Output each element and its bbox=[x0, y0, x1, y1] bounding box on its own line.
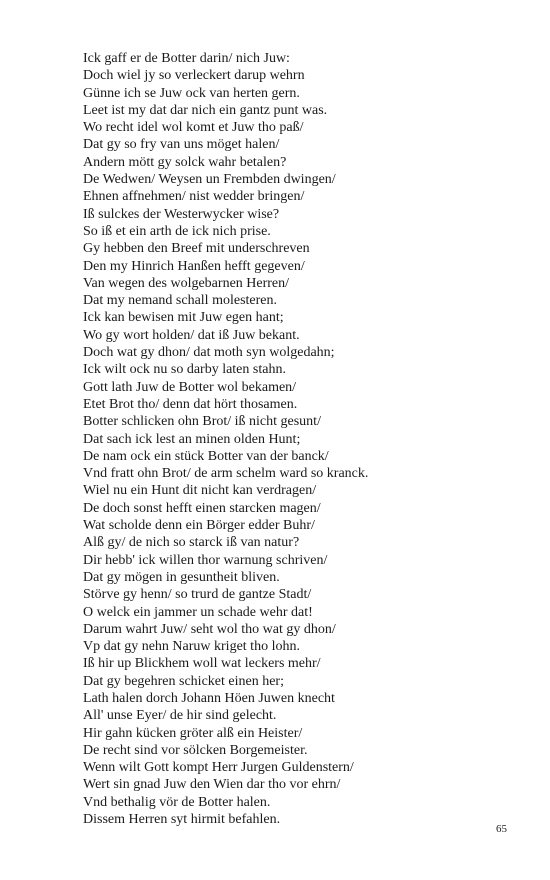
poem-line: Vp dat gy nehn Naruw kriget tho lohn. bbox=[83, 639, 300, 655]
poem-line: Den my Hinrich Hanßen hefft gegeven/ bbox=[83, 258, 305, 274]
poem-line: Leet ist my dat dar nich ein gantz punt was. bbox=[83, 102, 328, 118]
poem-line: Günne ich se Juw ock van herten gern. bbox=[83, 85, 300, 101]
poem-line: Ick wilt ock nu so darby laten stahn. bbox=[83, 362, 286, 378]
poem-line: Lath halen dorch Johann Höen Juwen knecht bbox=[83, 690, 335, 706]
poem-line: Gott lath Juw de Botter wol bekamen/ bbox=[83, 379, 297, 395]
poem-line: Ick gaff er de Botter darin/ nich Juw: bbox=[83, 51, 290, 66]
poem-line: Dir hebb' ick willen thor warnung schriven/ bbox=[83, 552, 328, 568]
poem-line: Gy hebben den Breef mit underschreven bbox=[83, 241, 310, 257]
poem-line: Ehnen affnehmen/ nist wedder bringen/ bbox=[83, 189, 305, 205]
poem-line: Wat scholde denn ein Börger edder Buhr/ bbox=[83, 518, 315, 534]
page-number: 65 bbox=[496, 823, 507, 835]
poem-line: Iß sulckes der Westerwycker wise? bbox=[83, 206, 280, 222]
poem-line: Doch wiel jy so verleckert darup wehrn bbox=[83, 68, 305, 84]
poem-line: Van wegen des wolgebarnen Herren/ bbox=[83, 275, 290, 291]
poem-line: Dissem Herren syt hirmit befahlen. bbox=[83, 812, 281, 828]
poem-line: Wo recht idel wol komt et Juw tho paß/ bbox=[83, 120, 304, 136]
poem-line: Iß hir up Blickhem woll wat leckers mehr/ bbox=[83, 656, 321, 672]
poem-line: Hir gahn kücken gröter alß ein Heister/ bbox=[83, 725, 303, 741]
poem-line: All' unse Eyer/ de hir sind gelecht. bbox=[83, 708, 277, 724]
poem-line: Wiel nu ein Hunt dit nicht kan verdragen/ bbox=[83, 483, 317, 499]
poem-line: Doch wat gy dhon/ dat moth syn wolgedahn; bbox=[83, 345, 335, 361]
poem-line: Dat gy begehren schicket einen her; bbox=[83, 673, 284, 689]
poem-line: Botter schlicken ohn Brot/ iß nicht gesunt/ bbox=[83, 414, 321, 430]
poem-line: Dat sach ick lest an minen olden Hunt; bbox=[83, 431, 301, 447]
poem-line: Andern mött gy solck wahr betalen? bbox=[83, 154, 287, 170]
poem-line: Störve gy henn/ so trurd de gantze Stadt/ bbox=[83, 587, 312, 603]
poem-line: O welck ein jammer un schade wehr dat! bbox=[83, 604, 313, 620]
poem-line: Dat gy mögen in gesuntheit bliven. bbox=[83, 569, 280, 585]
poem-line: Wert sin gnad Juw den Wien dar tho vor ehrn/ bbox=[83, 777, 341, 793]
poem-line: Vnd bethalig vör de Botter halen. bbox=[83, 794, 271, 810]
poem-line: Wenn wilt Gott kompt Herr Jurgen Guldenstern/ bbox=[83, 760, 354, 776]
poem-line: Vnd fratt ohn Brot/ de arm schelm ward so kranck. bbox=[83, 466, 369, 482]
poem-line: So iß et ein arth de ick nich prise. bbox=[83, 223, 271, 239]
poem-line: Dat gy so fry van uns möget halen/ bbox=[83, 137, 280, 153]
poem-line: De Wedwen/ Weysen un Frembden dwingen/ bbox=[83, 172, 336, 188]
poem-line: Etet Brot tho/ denn dat hört thosamen. bbox=[83, 396, 298, 412]
poem-text bbox=[83, 50, 368, 828]
poem-line: Dat my nemand schall molesteren. bbox=[83, 293, 277, 309]
poem-line: Darum wahrt Juw/ seht wol tho wat gy dhon/ bbox=[83, 621, 336, 637]
poem-line: Alß gy/ de nich so starck iß van natur? bbox=[83, 535, 300, 551]
poem-line: De doch sonst hefft einen starcken magen/ bbox=[83, 500, 321, 516]
poem-line: De nam ock ein stück Botter van der banck/ bbox=[83, 448, 329, 464]
poem-line: Ick kan bewisen mit Juw egen hant; bbox=[83, 310, 284, 326]
poem-line: De recht sind vor sölcken Borgemeister. bbox=[83, 742, 308, 758]
poem-line: Wo gy wort holden/ dat iß Juw bekant. bbox=[83, 327, 300, 343]
